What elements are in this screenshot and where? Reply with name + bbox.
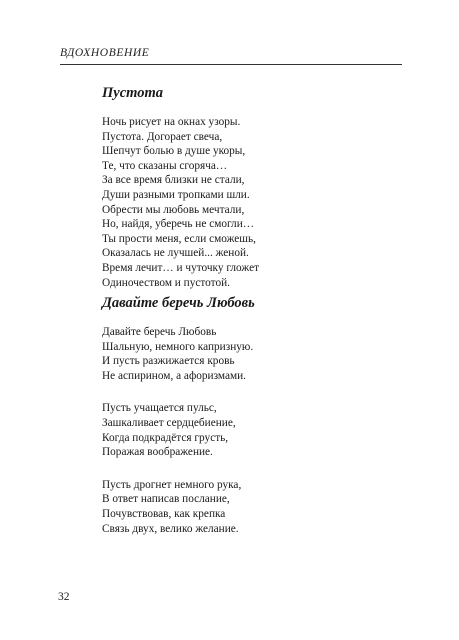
poem-line: Поражая воображение. xyxy=(102,446,213,459)
stanza xyxy=(102,115,402,290)
poem-line: Оказалась не лучшей... женой. xyxy=(102,247,249,260)
poem-line: Давайте беречь Любовь xyxy=(102,326,217,338)
poem-title: Пустота xyxy=(102,85,164,101)
poem-line: Время лечит… и чуточку гложет xyxy=(102,261,260,274)
poem-line: Души разными тропками шли. xyxy=(102,188,250,201)
poem-line: Почувствовав, как крепка xyxy=(102,507,226,520)
poem-title: Давайте беречь Любовь xyxy=(102,295,255,311)
poem-line: Не аспирином, а афоризмами. xyxy=(102,369,247,382)
poem-line: В ответ написав послание, xyxy=(102,493,230,506)
poem-line: Ты прости меня, если сможешь, xyxy=(102,232,256,245)
poem-line: Зашкаливает сердцебиение, xyxy=(102,416,236,429)
poem-line: Ночь рисует на окнах узоры. xyxy=(102,116,241,128)
poem-line: Те, что сказаны сгоряча… xyxy=(102,159,228,172)
poem-line: Обрести мы любовь мечтали, xyxy=(102,203,245,216)
poem-line: Одиночеством и пустотой. xyxy=(102,276,230,289)
stanza xyxy=(102,478,402,536)
poem-line: Пусть учащается пульс, xyxy=(102,402,217,415)
poem-line: Когда подкрадётся грусть, xyxy=(102,431,229,444)
poem xyxy=(102,294,402,554)
page-number: 32 xyxy=(58,591,70,603)
poem-line: Пустота. Догорает свеча, xyxy=(102,130,223,143)
poem-line: Шальную, немного капризную. xyxy=(102,340,254,353)
stanza xyxy=(102,325,402,383)
poem-line: И пусть разжижается кровь xyxy=(102,355,235,368)
poem-line: За все время близки не стали, xyxy=(102,174,245,187)
poem-line: Связь двух, велико желание. xyxy=(102,522,239,535)
running-head: ВДОХНОВЕНИЕ xyxy=(60,47,150,59)
poem-line: Шепчут болью в душе укоры, xyxy=(102,145,246,158)
poem-line: Но, найдя, уберечь не смогли… xyxy=(102,218,255,231)
poem xyxy=(102,84,402,308)
stanza xyxy=(102,401,402,459)
header-rule xyxy=(60,64,402,65)
poem-line: Пусть дрогнет немного рука, xyxy=(102,478,242,491)
